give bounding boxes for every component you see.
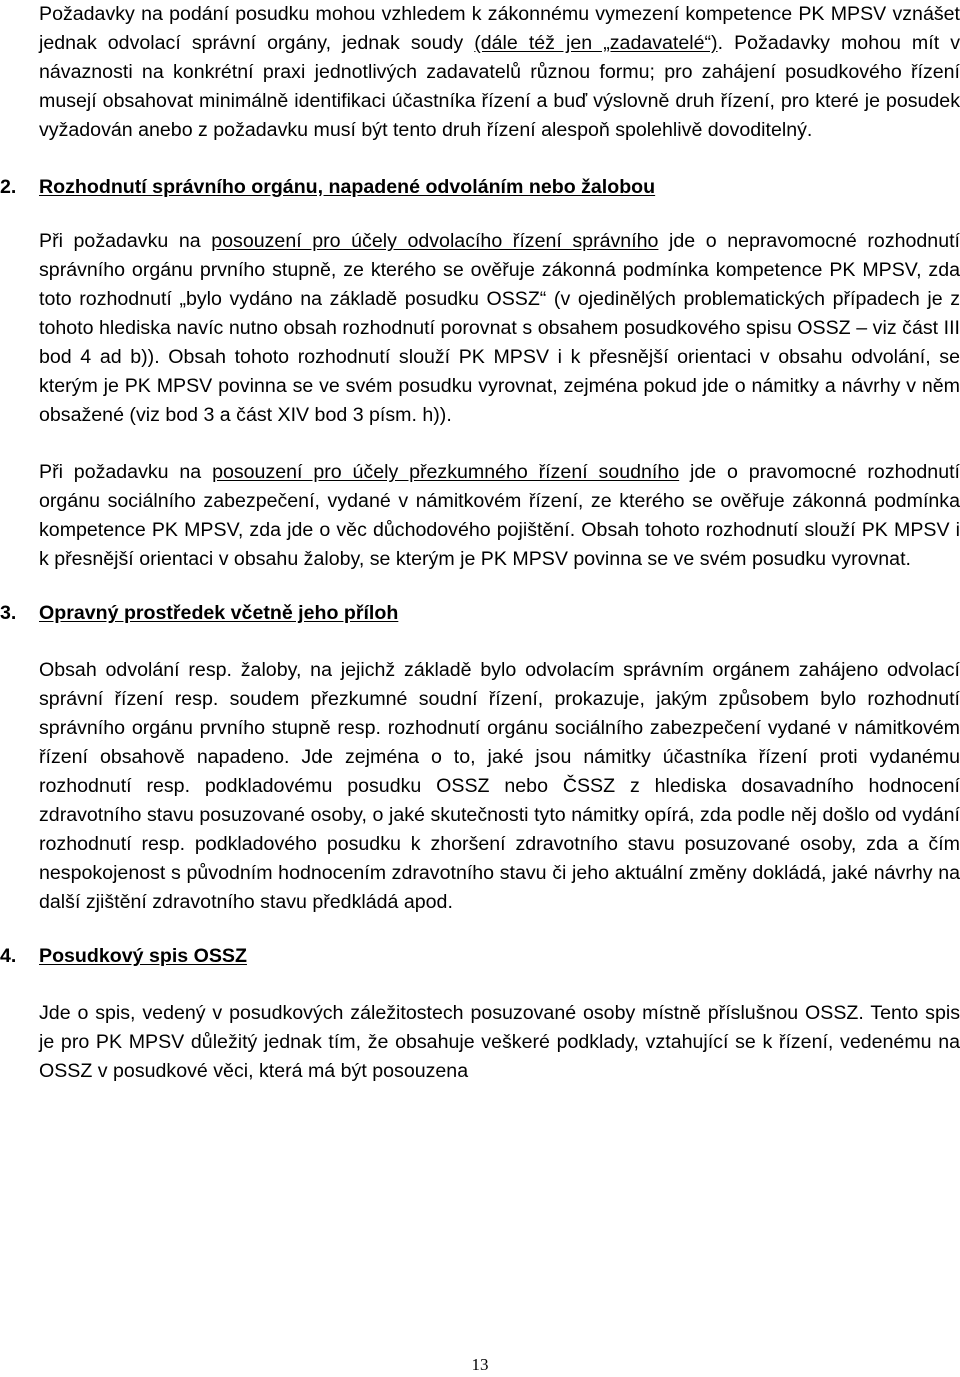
section-4-paragraph-1: Jde o spis, vedený v posudkových záležitostech posuzované osoby místně příslušnou OSSZ. Tento spis je pro PK MPSV důležitý jednak tím, že obsahuje veškeré podklady, vztahující se k řízení, vedenému na OSSZ v posudkové věci, která má být posouzena (39, 1002, 960, 1083)
intro-underlined-text: (dále též jen „zadavatelé“) (474, 31, 718, 54)
intro-paragraph (39, 0, 960, 145)
intro-text-2: . Požadavky mohou mít v návaznosti na konkrétní praxi jednotlivých zadavatelů různou formu; pro zahájení posudkového řízení musejí obsahovat minimálně identifikaci účastníka řízení a buď výslovně druh řízení, pro které je posudek vyžadován anebo z požadavku musí být tento druh řízení alespoň spolehlivě dovoditelný. (39, 31, 960, 141)
section-3-heading (0, 599, 960, 628)
section-3-number: 3. (0, 602, 17, 625)
section-3-title: Opravný prostředek včetně jeho příloh (39, 602, 399, 625)
section-2-number: 2. (0, 175, 17, 198)
section-4-title: Posudkový spis OSSZ (39, 945, 247, 968)
section-3-paragraph-1: Obsah odvolání resp. žaloby, na jejichž základě bylo odvolacím správním orgánem zahájeno odvolací správní řízení resp. soudem přezkumné soudní řízení, prokazuje, jakým způsobem bylo rozhodnutí správního orgánu prvního stupně resp. rozhodnutí orgánu sociálního zabezpečení vydané v námitkovém řízení obsahově napadeno. Jde zejména o to, jaké jsou námitky účastníka řízení proti vydanému rozhodnutí resp. podkladovému posudku OSSZ nebo ČSSZ z hlediska dosavadního hodnocení zdravotního stavu posuzované osoby, o jaké skutečnosti tyto námitky opírá, zda podle něj došlo od vydání rozhodnutí resp. podkladového posudku k zhoršení zdravotního stavu posuzované osoby, zda a čím nespokojenost s původním hodnocením zdravotního stavu či jeho aktuální změny dokládá, jaké návrhy na další zjištění zdravotního stavu předkládá apod. (39, 659, 960, 913)
s2p1-text-post: jde o nepravomocné rozhodnutí správního orgánu prvního stupně, ze kterého se ověřuje zákonná podmínka kompetence PK MPSV, zda toto rozhodnutí „bylo vydáno na základě posudku OSSZ“ (v ojedinělých problematických případech je z tohoto hlediska navíc nutno obsah rozhodnutí porovnat s obsahem posudkového spisu OSSZ – viz část III bod 4 ad b)). Obsah tohoto rozhodnutí slouží PK MPSV i k přesnější orientaci v obsahu odvolání, se kterým je PK MPSV povinna se ve svém posudku vyrovnat, zejména pokud jde o námitky a návrhy v něm obsažené (viz bod 3 a část XIV bod 3 písm. h)). (39, 230, 960, 426)
section-2-paragraph-2 (39, 458, 960, 574)
intro-text-1: Požadavky na podání posudku mohou vzhledem k zákonnému vymezení kompetence PK MPSV vznášet jednak odvolací správní orgány, jednak soudy (39, 3, 960, 54)
s2p2-text-pre: Při požadavku na (39, 460, 213, 483)
s2p1-text-pre: Při požadavku na (39, 230, 212, 253)
section-4-number: 4. (0, 945, 17, 968)
s2p2-underlined: posouzení pro účely přezkumného řízení soudního (212, 460, 680, 483)
s2p1-underlined: posouzení pro účely odvolacího řízení správního (211, 230, 659, 253)
s2p2-text-post: jde o pravomocné rozhodnutí orgánu sociálního zabezpečení, vydané v námitkovém řízení, ze kterého se ověřuje zákonná podmínka kompetence PK MPSV, zda jde o věc důchodového pojištění. Obsah tohoto rozhodnutí slouží PK MPSV i k přesnější orientaci v obsahu žaloby, se kterým je PK MPSV povinna se ve svém posudku vyrovnat. (39, 460, 960, 570)
section-2-heading (0, 173, 960, 202)
section-2-paragraph-1 (39, 227, 960, 429)
section-2-title: Rozhodnutí správního orgánu, napadené odvoláním nebo žalobou (39, 175, 656, 198)
section-4-heading (0, 942, 960, 971)
page-number: 13 (471, 1355, 489, 1374)
